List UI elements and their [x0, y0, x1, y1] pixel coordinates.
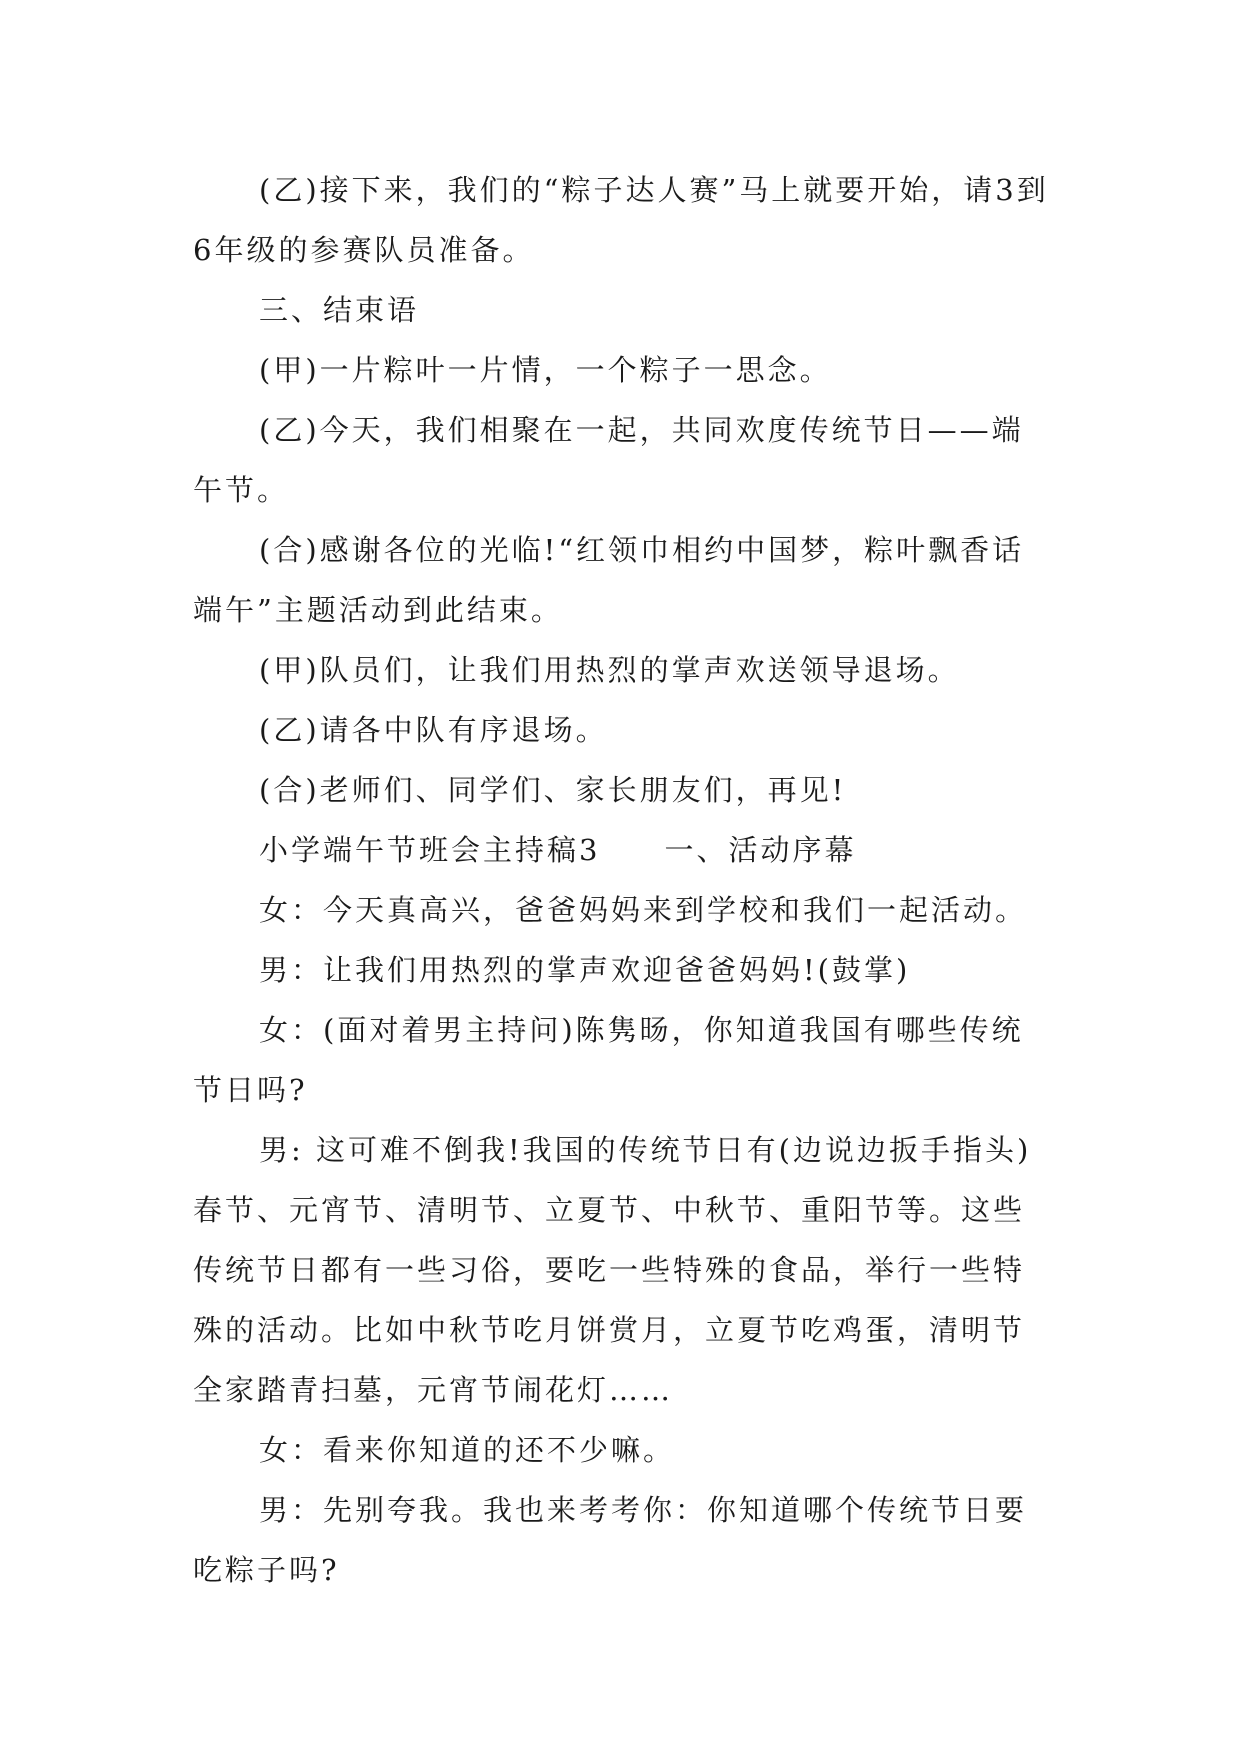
section-title: 小学端午节班会主持稿3 一、活动序幕: [259, 833, 857, 867]
paragraph: (乙)请各中队有序退场。: [259, 713, 608, 747]
paragraph: 男：先别夸我。我也来考考你：你知道哪个传统节日要吃粽子吗?: [193, 1493, 1028, 1587]
paragraph: (甲)队员们，让我们用热烈的掌声欢送领导退场。: [259, 653, 960, 687]
paragraph: 男：让我们用热烈的掌声欢迎爸爸妈妈!(鼓掌): [259, 953, 911, 987]
paragraph: (甲)一片粽叶一片情，一个粽子一思念。: [259, 353, 832, 387]
paragraph: 女：看来你知道的还不少嘛。: [259, 1433, 676, 1467]
paragraph: 男: 这可难不倒我!我国的传统节日有(边说边扳手指头)春节、元宵节、清明节、立夏节、中秋节、重阳节等。这些传统节日都有一些习俗，要吃一些特殊的食品，举行一些特殊的活动。比如中秋节吃月饼赏月，立夏节吃鸡蛋，清明节全家踏青扫墓，元宵节闹花灯……: [193, 1133, 1032, 1407]
paragraph: 女：今天真高兴，爸爸妈妈来到学校和我们一起活动。: [259, 893, 1028, 927]
paragraph: (乙)接下来，我们的“粽子达人赛”马上就要开始，请3到6年级的参赛队员准备。: [193, 173, 1049, 267]
paragraph: (合)感谢各位的光临!“红领巾相约中国梦，粽叶飘香话端午”主题活动到此结束。: [193, 533, 1025, 627]
paragraph: (合)老师们、同学们、家长朋友们，再见!: [259, 773, 847, 807]
document-body: [193, 160, 1053, 1600]
paragraph: (乙)今天，我们相聚在一起，共同欢度传统节日——端午节。: [193, 413, 1024, 507]
section-heading: 三、结束语: [259, 293, 420, 327]
paragraph: 女：(面对着男主持问)陈隽旸，你知道我国有哪些传统节日吗?: [193, 1013, 1024, 1107]
